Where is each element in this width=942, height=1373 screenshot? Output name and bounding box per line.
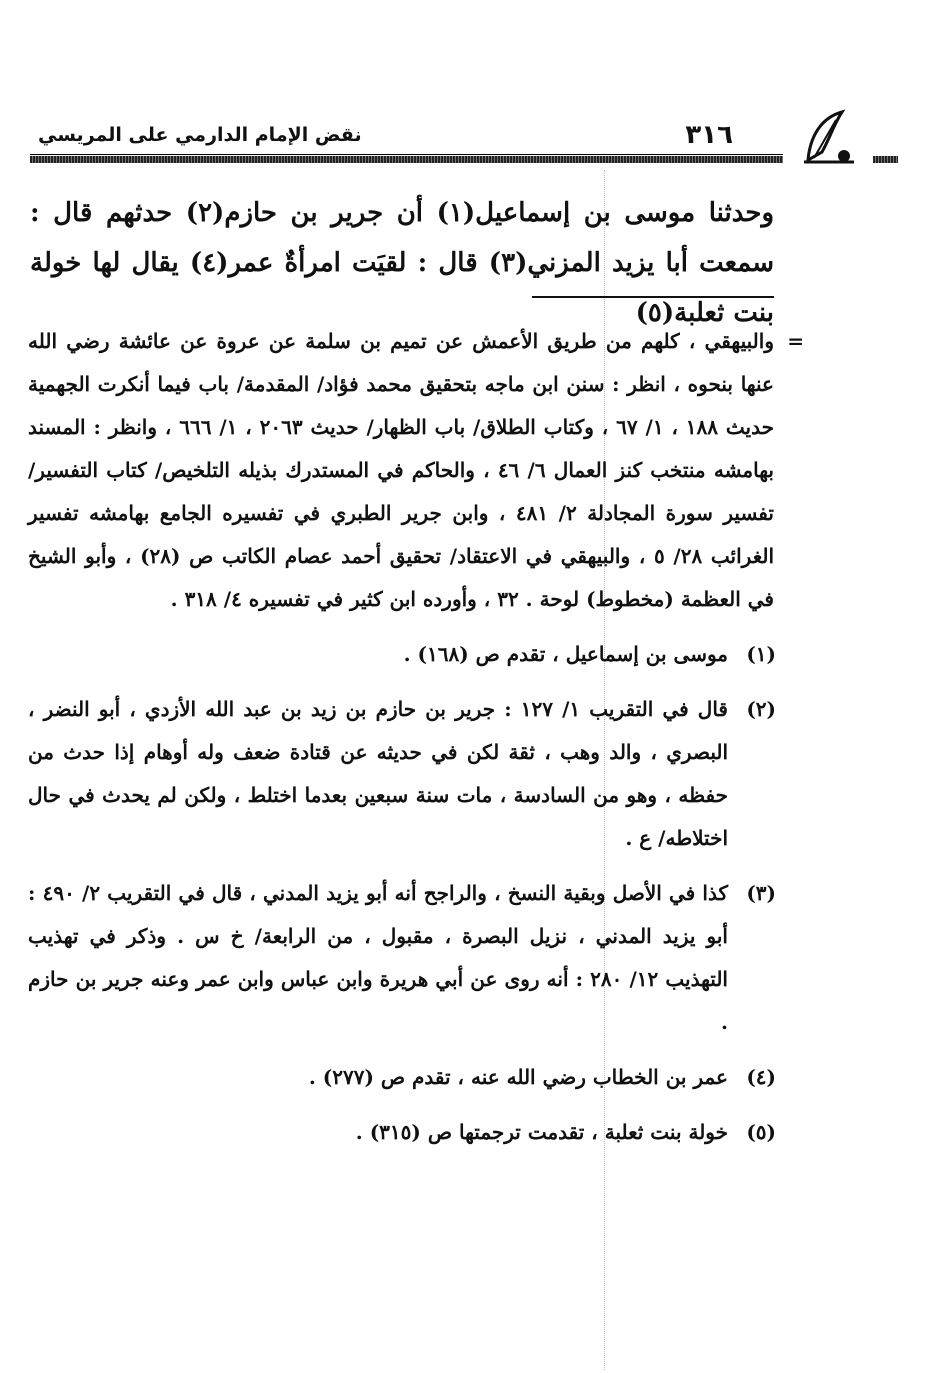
footnote-4	[28, 1056, 774, 1099]
footnote-text: قال في التقريب ١/ ١٢٧ : جرير بن حازم بن زيد بن عبد الله الأزدي ، أبو النضر ، البصري ، والد وهب ، ثقة لكن في حديثه عن قتادة ضعف وله أوهام إذا حدث من حفظه ، وهو من السادسة ، مات سنة سبعين بعدما اختلط ، ولكن لم يحدث في حال اختلاطه/ ع .	[28, 697, 728, 850]
footnote-text: موسى بن إسماعيل ، تقدم ص (١٦٨) .	[403, 642, 728, 666]
continuation-text: والبيهقي ، كلهم من طريق الأعمش عن تميم بن سلمة عن عروة عن عائشة رضي الله عنها بنحوه ، انظر : سنن ابن ماجه بتحقيق محمد فؤاد/ المقدمة/ باب فيما أنكرت الجهمية حديث ١٨٨ ، ١/ ٦٧ ، وكتاب الطلاق/ باب الظهار/ حديث ٢٠٦٣ ، ١/ ٦٦٦ ، وانظر : المسند بهامشه منتخب كنز العمال ٦/ ٤٦ ، والحاكم في المستدرك بذيله التلخيص/ كتاب التفسير/ تفسير سورة المجادلة ٢/ ٤٨١ ، وابن جرير الطبري في تفسيره الجامع بهامشه تفسير الغرائب ٢٨/ ٥ ، والبيهقي في الاعتقاد/ تحقيق أحمد عصام الكاتب ص (٢٨) ، وأبو الشيخ في العظمة (مخطوط) لوحة . ٣٢ ، وأورده ابن كثير في تفسيره ٤/ ٣١٨ .	[28, 329, 775, 611]
footnote-separator	[532, 296, 774, 298]
main-text	[30, 188, 774, 338]
main-text-line-1: وحدثنا موسى بن إسماعيل(١) أن جرير بن حازم(٢) حدثهم قال :	[30, 198, 774, 228]
footnotes	[28, 320, 804, 1154]
footnote-1	[28, 633, 774, 676]
footnote-number: (١)	[746, 642, 776, 666]
footnote-3	[28, 872, 774, 1044]
footnote-text: عمر بن الخطاب رضي الله عنه ، تقدم ص (٢٧٧) .	[308, 1065, 728, 1089]
header-rule	[30, 156, 783, 163]
footnote-number: (٥)	[746, 1120, 776, 1144]
footnote-2	[28, 688, 774, 860]
footnote-continuation	[28, 320, 804, 621]
footnote-number: (٤)	[746, 1065, 776, 1089]
page-header	[30, 108, 898, 178]
page-number: ٣١٦	[685, 120, 733, 150]
footnote-5	[28, 1111, 774, 1154]
running-title: نقض الإمام الدارمي على المريسي	[38, 124, 362, 146]
footnote-text: كذا في الأصل وبقية النسخ ، والراجح أنه أبو يزيد المدني ، قال في التقريب ٢/ ٤٩٠ : أبو يزيد المدني ، نزيل البصرة ، مقبول ، من الرابعة/ خ س . وذكر في تهذيب التهذيب ١٢/ ٢٨٠ : أنه روى عن أبي هريرة وابن عباس وابن عمر وعنه جرير بن حازم .	[28, 881, 728, 1034]
main-text-line-2: سمعت أبا يزيد المزني(٣) قال : لقيَت امرأةٌ عمر(٤) يقال لها خولة بنت ثعلبة(٥)	[30, 248, 775, 328]
footnote-number: (٢)	[746, 697, 776, 721]
header-rule-top	[30, 154, 783, 155]
footnote-number: (٣)	[746, 881, 776, 905]
header-rule-right	[873, 156, 898, 163]
continuation-marker: =	[787, 329, 804, 353]
quill-ornament-icon	[800, 108, 858, 166]
footnote-text: خولة بنت ثعلبة ، تقدمت ترجمتها ص (٣١٥) .	[355, 1120, 728, 1144]
